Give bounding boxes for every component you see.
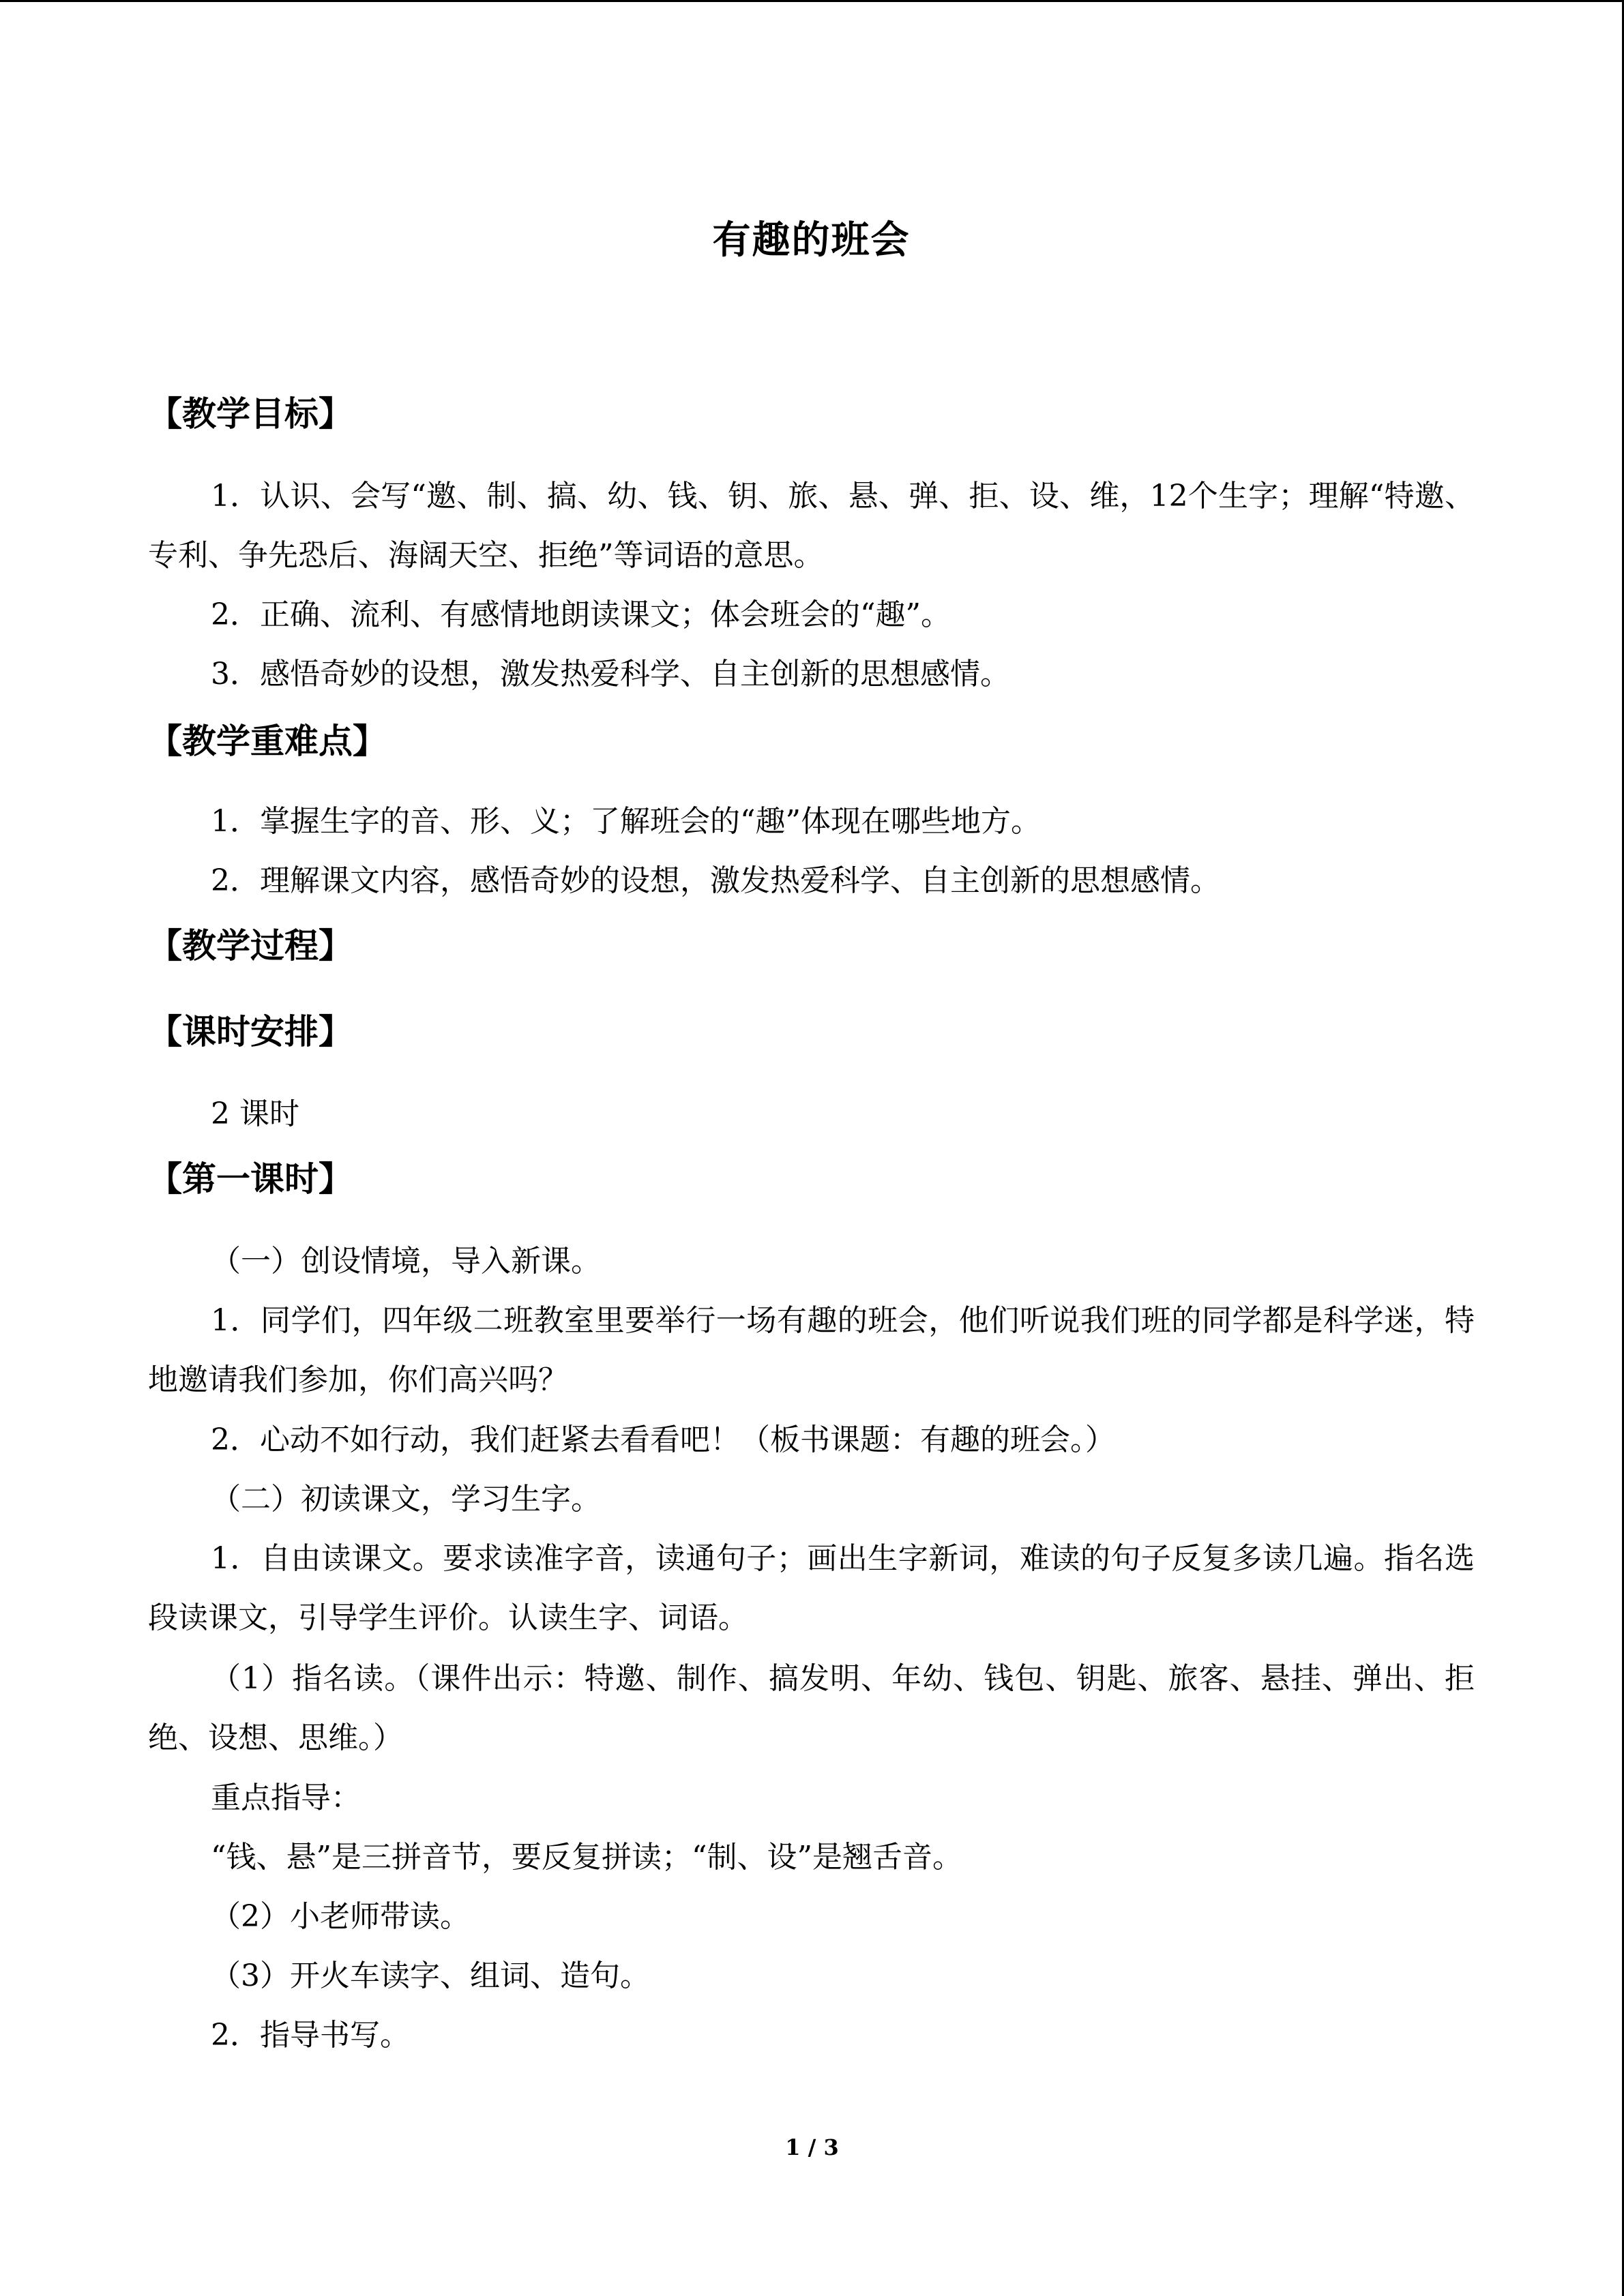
page-number: 1 / 3 xyxy=(785,2134,839,2160)
document-title: 有趣的班会 xyxy=(712,218,911,263)
heading-first-lesson: 【第一课时】 xyxy=(148,1159,353,1199)
goal-item-3: 3．感悟奇妙的设想，激发热爱科学、自主创新的思想感情。 xyxy=(211,657,1010,691)
lesson1-step-5: 1．自由读课文。要求读准字音，读通句子；画出生字新词，难读的句子反复多读几遍。指名选段读课文，引导学生评价。认读生字、词语。 xyxy=(148,1541,1475,1635)
lesson1-step-7: 重点指导： xyxy=(211,1780,361,1815)
goal-item-2: 2．正确、流利、有感情地朗读课文；体会班会的“趣”。 xyxy=(211,597,951,632)
lesson1-step-3: 2．心动不如行动，我们赶紧去看看吧！（板书课题：有趣的班会。） xyxy=(211,1422,1115,1457)
lesson1-step-8: “钱、悬”是三拼音节，要反复拼读；“制、设”是翘舌音。 xyxy=(211,1840,962,1875)
heading-teaching-process: 【教学过程】 xyxy=(148,925,353,966)
key-point-item-2: 2．理解课文内容，感悟奇妙的设想，激发热爱科学、自主创新的思想感情。 xyxy=(211,863,1220,898)
heading-key-points: 【教学重难点】 xyxy=(148,721,387,761)
lesson1-step-9: （2）小老师带读。 xyxy=(211,1899,470,1934)
heading-schedule: 【课时安排】 xyxy=(148,1011,353,1052)
heading-teaching-goals: 【教学目标】 xyxy=(148,393,353,434)
key-point-item-1: 1．掌握生字的音、形、义；了解班会的“趣”体现在哪些地方。 xyxy=(211,804,1041,839)
lesson1-step-1: （一）创设情境，导入新课。 xyxy=(211,1244,601,1279)
lesson1-step-10: （3）开火车读字、组词、造句。 xyxy=(211,1958,650,1993)
lesson1-step-4: （二）初读课文，学习生字。 xyxy=(211,1482,601,1517)
lesson1-step-2: 1．同学们，四年级二班教室里要举行一场有趣的班会，他们听说我们班的同学都是科学迷，特地邀请我们参加，你们高兴吗？ xyxy=(148,1303,1475,1397)
page-border-top xyxy=(0,0,1624,2)
goal-item-1: 1．认识、会写“邀、制、搞、幼、钱、钥、旅、悬、弹、拒、设、维，12个生字；理解“特邀、专利、争先恐后、海阔天空、拒绝”等词语的意思。 xyxy=(148,479,1475,573)
schedule-text: 2 课时 xyxy=(211,1097,299,1131)
lesson1-step-11: 2．指导书写。 xyxy=(211,2018,410,2053)
lesson1-step-6: （1）指名读。（课件出示：特邀、制作、搞发明、年幼、钱包、钥匙、旅客、悬挂、弹出、拒绝、设想、思维。） xyxy=(148,1661,1475,1755)
